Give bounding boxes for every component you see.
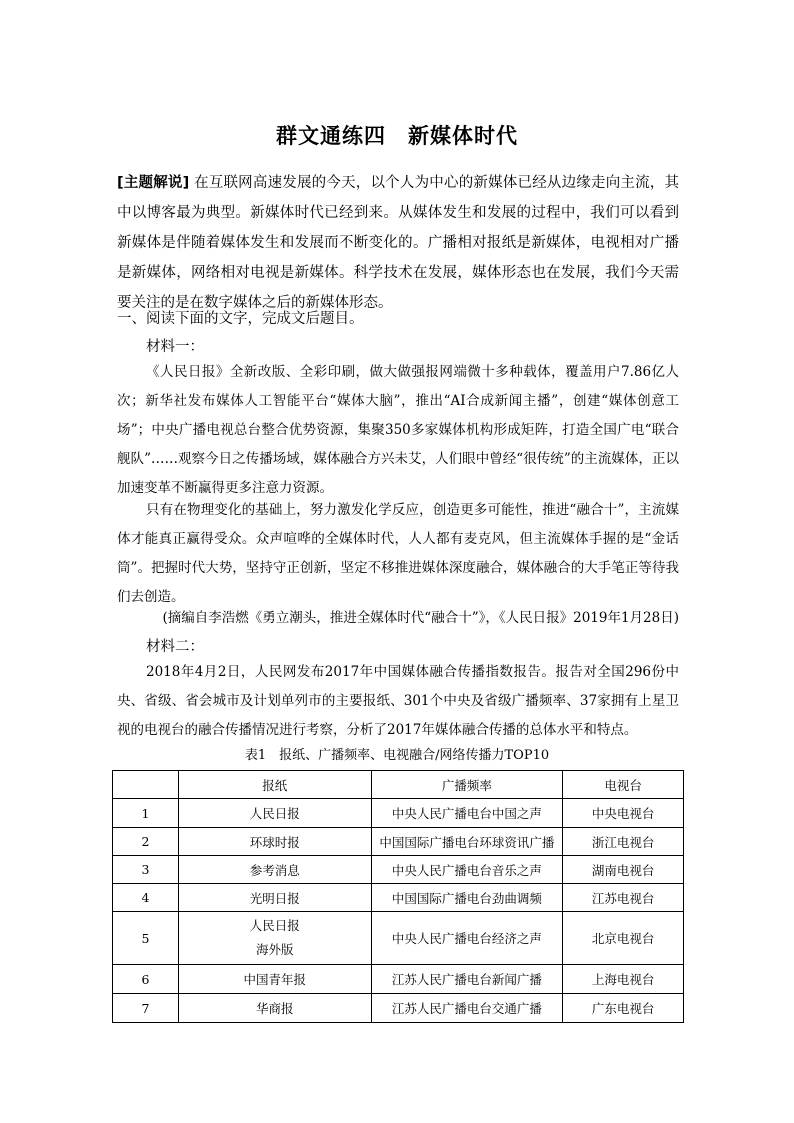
newspaper-name-line1: 人民日报 [249, 918, 300, 933]
table-row [113, 799, 684, 828]
material1-source: (摘编自李浩燃《勇立潮头，推进全媒体时代“融合十”》，《人民日报》2019年1月28日) [162, 610, 679, 626]
table-row [113, 828, 684, 856]
title-main: 群文通练四 [276, 124, 386, 148]
material2-label: 材料二： [146, 639, 204, 655]
newspaper-name-line2: 海外版 [255, 942, 294, 957]
rank-cell: 7 [113, 994, 179, 1023]
table-header-row [113, 771, 684, 799]
tv-cell: 上海电视台 [563, 965, 684, 994]
table-header-cell [113, 771, 179, 799]
radio-cell: 江苏人民广播电台新闻广播 [371, 965, 563, 994]
newspaper-cell: 人民日报 [178, 799, 371, 828]
intro-paragraph [117, 168, 679, 318]
title-sub: 新媒体时代 [408, 124, 518, 148]
newspaper-cell: 中国青年报 [178, 965, 371, 994]
rank-cell: 1 [113, 799, 179, 828]
table-header-cell: 广播频率 [371, 771, 563, 799]
radio-cell: 中央人民广播电台音乐之声 [371, 856, 563, 884]
intro-label: [主题解说] [117, 175, 190, 191]
table-header-cell: 电视台 [563, 771, 684, 799]
newspaper-cell: 环球时报 [178, 828, 371, 856]
tv-cell: 北京电视台 [563, 912, 684, 965]
media-ranking-table [112, 770, 684, 1023]
section-heading: 一、阅读下面的文字，完成文后题目。 [117, 311, 364, 327]
newspaper-cell: 参考消息 [178, 856, 371, 884]
table-row [113, 994, 684, 1023]
material1-paragraph-2: 只有在物理变化的基础上，努力激发化学反应，创造更多可能性，推进“融合十”，主流媒体才能真正赢得受众。众声喧哗的全媒体时代，人人都有麦克风，但主流媒体手握的是“金话筒”。把握时代大势，坚持守正创新，坚定不移推进媒体深度融合，媒体融合的大手笔正等待我们去创造。 [117, 502, 679, 605]
table-row [113, 965, 684, 994]
rank-cell: 3 [113, 856, 179, 884]
tv-cell: 广东电视台 [563, 994, 684, 1023]
table-header-cell: 报纸 [178, 771, 371, 799]
tv-cell: 江苏电视台 [563, 884, 684, 912]
tv-cell: 浙江电视台 [563, 828, 684, 856]
newspaper-cell [178, 912, 371, 965]
intro-text: 在互联网高速发展的今天，以个人为中心的新媒体已经从边缘走向主流，其中以博客最为典型。新媒体时代已经到来。从媒体发生和发展的过程中，我们可以看到新媒体是伴随着媒体发生和发展而不断变化的。广播相对报纸是新媒体，电视相对广播是新媒体，网络相对电视是新媒体。科学技术在发展，媒体形态也在发展，我们今天需要关注的是在数字媒体之后的新媒体形态。 [117, 175, 679, 311]
material2-paragraph-1: 2018年4月2日，人民网发布2017年中国媒体融合传播指数报告。报告对全国296份中央、省级、省会城市及计划单列市的主要报纸、301个中央及省级广播频率、37家拥有上星卫视的电视台的融合传播情况进行考察，分析了2017年媒体融合传播的总体水平和特点。 [117, 664, 679, 738]
rank-cell: 2 [113, 828, 179, 856]
radio-cell: 中国国际广播电台劲曲调频 [371, 884, 563, 912]
table-row [113, 884, 684, 912]
radio-cell: 中央人民广播电台中国之声 [371, 799, 563, 828]
radio-cell: 江苏人民广播电台交通广播 [371, 994, 563, 1023]
rank-cell: 5 [113, 912, 179, 965]
material1-paragraph-1: 《人民日报》全新改版、全彩印刷，做大做强报网端微十多种载体，覆盖用户7.86亿人次；新华社发布媒体人工智能平台“媒体大脑”，推出“AI合成新闻主播”，创建“媒体创意工场”；中央广播电视总台整合优势资源，集聚350多家媒体机构形成矩阵，打造全国广电“联合舰队”……观察今日之传播场域，媒体融合方兴未艾，人们眼中曾经“很传统”的主流媒体，正以加速变革不断赢得更多注意力资源。 [117, 364, 679, 496]
material1-label: 材料一： [146, 339, 204, 355]
table-caption: 表1 报纸、广播频率、电视融合/网络传播力TOP10 [244, 748, 550, 763]
radio-cell: 中国国际广播电台环球资讯广播 [371, 828, 563, 856]
newspaper-cell: 光明日报 [178, 884, 371, 912]
rank-cell: 6 [113, 965, 179, 994]
tv-cell: 中央电视台 [563, 799, 684, 828]
rank-cell: 4 [113, 884, 179, 912]
tv-cell: 湖南电视台 [563, 856, 684, 884]
radio-cell: 中央人民广播电台经济之声 [371, 912, 563, 965]
page-title [0, 120, 794, 150]
newspaper-cell: 华商报 [178, 994, 371, 1023]
table-row [113, 912, 684, 965]
table-row [113, 856, 684, 884]
